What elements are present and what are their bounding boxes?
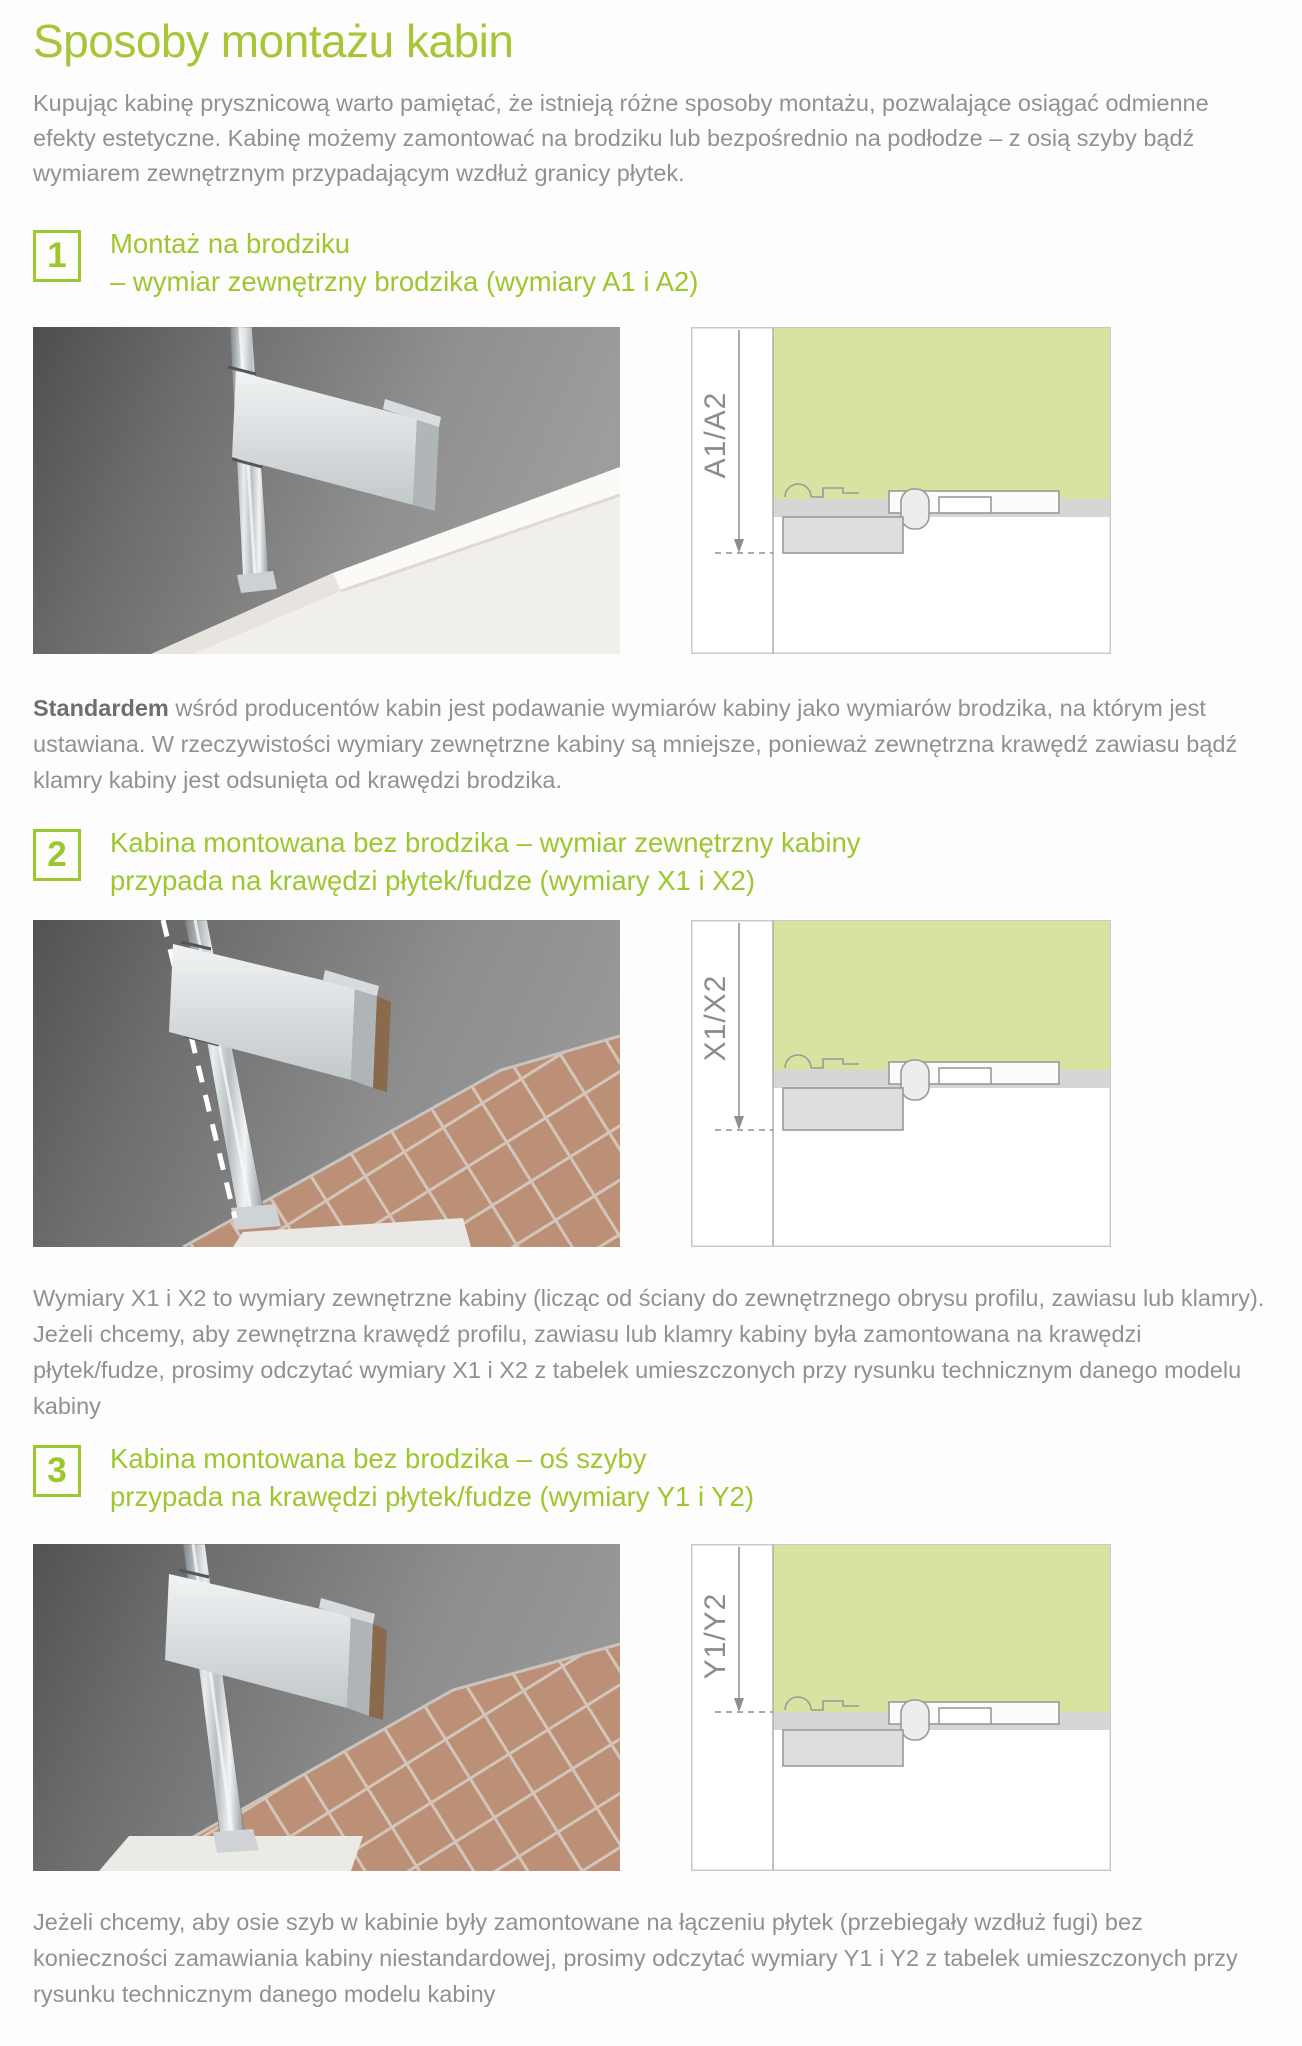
section-number: 1 xyxy=(47,236,67,275)
section-heading xyxy=(110,824,861,900)
installation-photo-tiles-axis xyxy=(33,1544,620,1871)
installation-photo-tiles-edge xyxy=(33,920,620,1247)
installation-photo-tray xyxy=(33,327,620,654)
section-heading-line2: przypada na krawędzi płytek/fudze (wymiary Y1 i Y2) xyxy=(110,1481,754,1512)
dimension-diagram-y xyxy=(691,1544,1111,1871)
paragraph-lead: Standardem xyxy=(33,695,169,721)
section-2-paragraph xyxy=(33,1280,1271,1424)
section-3-figures xyxy=(33,1544,1274,1871)
section-heading-line1: Montaż na brodziku xyxy=(110,228,350,259)
intro-paragraph: Kupując kabinę prysznicową warto pamiętać, że istnieją różne sposoby montażu, pozwalające osiągać odmienne efekty estetyczne. Kabinę możemy zamontować na brodziku lub bezpośrednio na podłodze – z osią szyby bądź wymiarem zewnętrznym przypadającym wzdłuż granicy płytek. xyxy=(33,90,1209,186)
section-3-glass-axis-on-tiles xyxy=(33,1440,1274,2012)
page-title: Sposoby montażu kabin xyxy=(33,15,514,67)
glass-panel xyxy=(773,921,1110,1070)
section-heading-line1: Kabina montowana bez brodzika – oś szyby xyxy=(110,1443,647,1474)
section-2-header xyxy=(33,824,1274,900)
section-number-badge xyxy=(33,829,81,881)
section-2-figures xyxy=(33,920,1274,1247)
paragraph-text: wśród producentów kabin jest podawanie wymiarów kabiny jako wymiarów brodzika, na którym jest ustawiana. W rzeczywistości wymiary zewnętrzne kabiny są mniejsze, ponieważ zewnętrzna krawędź zawiasu bądź klamry kabiny jest odsunięta od krawędzi brodzika. xyxy=(33,695,1238,793)
glass-panel xyxy=(773,328,1110,499)
section-3-header xyxy=(33,1440,1274,1516)
section-3-paragraph xyxy=(33,1904,1271,2012)
section-1-paragraph xyxy=(33,690,1271,798)
section-number: 3 xyxy=(47,1451,67,1490)
dimension-label: A1/A2 xyxy=(699,391,732,479)
glass-panel xyxy=(773,1545,1110,1712)
section-heading xyxy=(110,225,698,301)
section-number: 2 xyxy=(47,835,67,874)
paragraph-text: Jeżeli chcemy, aby osie szyb w kabinie były zamontowane na łączeniu płytek (przebiegały wzdłuż fugi) bez konieczności zamawiania kabiny niestandardowej, prosimy odczytać wymiary Y1 i Y2 z tabelek umieszczonych przy rysunku technicznym danego modelu kabiny xyxy=(33,1909,1238,2007)
section-2-outer-edge-on-tiles xyxy=(33,824,1274,1424)
section-heading xyxy=(110,1440,754,1516)
section-number-badge xyxy=(33,230,81,282)
section-heading-line2: – wymiar zewnętrzny brodzika (wymiary A1 i A2) xyxy=(110,266,699,297)
section-1-header xyxy=(33,225,1274,301)
dimension-diagram-x xyxy=(691,920,1111,1247)
section-heading-line2: przypada na krawędzi płytek/fudze (wymiary X1 i X2) xyxy=(110,865,755,896)
dimension-label: X1/X2 xyxy=(699,974,732,1062)
section-heading-line1: Kabina montowana bez brodzika – wymiar zewnętrzny kabiny xyxy=(110,827,861,858)
section-number-badge xyxy=(33,1445,81,1497)
section-1-figures xyxy=(33,327,1274,654)
paragraph-text: Wymiary X1 i X2 to wymiary zewnętrzne kabiny (licząc od ściany do zewnętrznego obrysu profilu, zawiasu lub klamry). Jeżeli chcemy, aby zewnętrzna krawędź profilu, zawiasu lub klamry kabiny była zamontowana na krawędzi płytek/fudze, prosimy odczytać wymiary X1 i X2 z tabelek umieszczonych przy rysunku technicznym danego modelu kabiny xyxy=(33,1285,1265,1419)
section-1-mount-on-tray xyxy=(33,225,1274,798)
dimension-diagram-a xyxy=(691,327,1111,654)
dimension-label: Y1/Y2 xyxy=(699,1592,732,1680)
